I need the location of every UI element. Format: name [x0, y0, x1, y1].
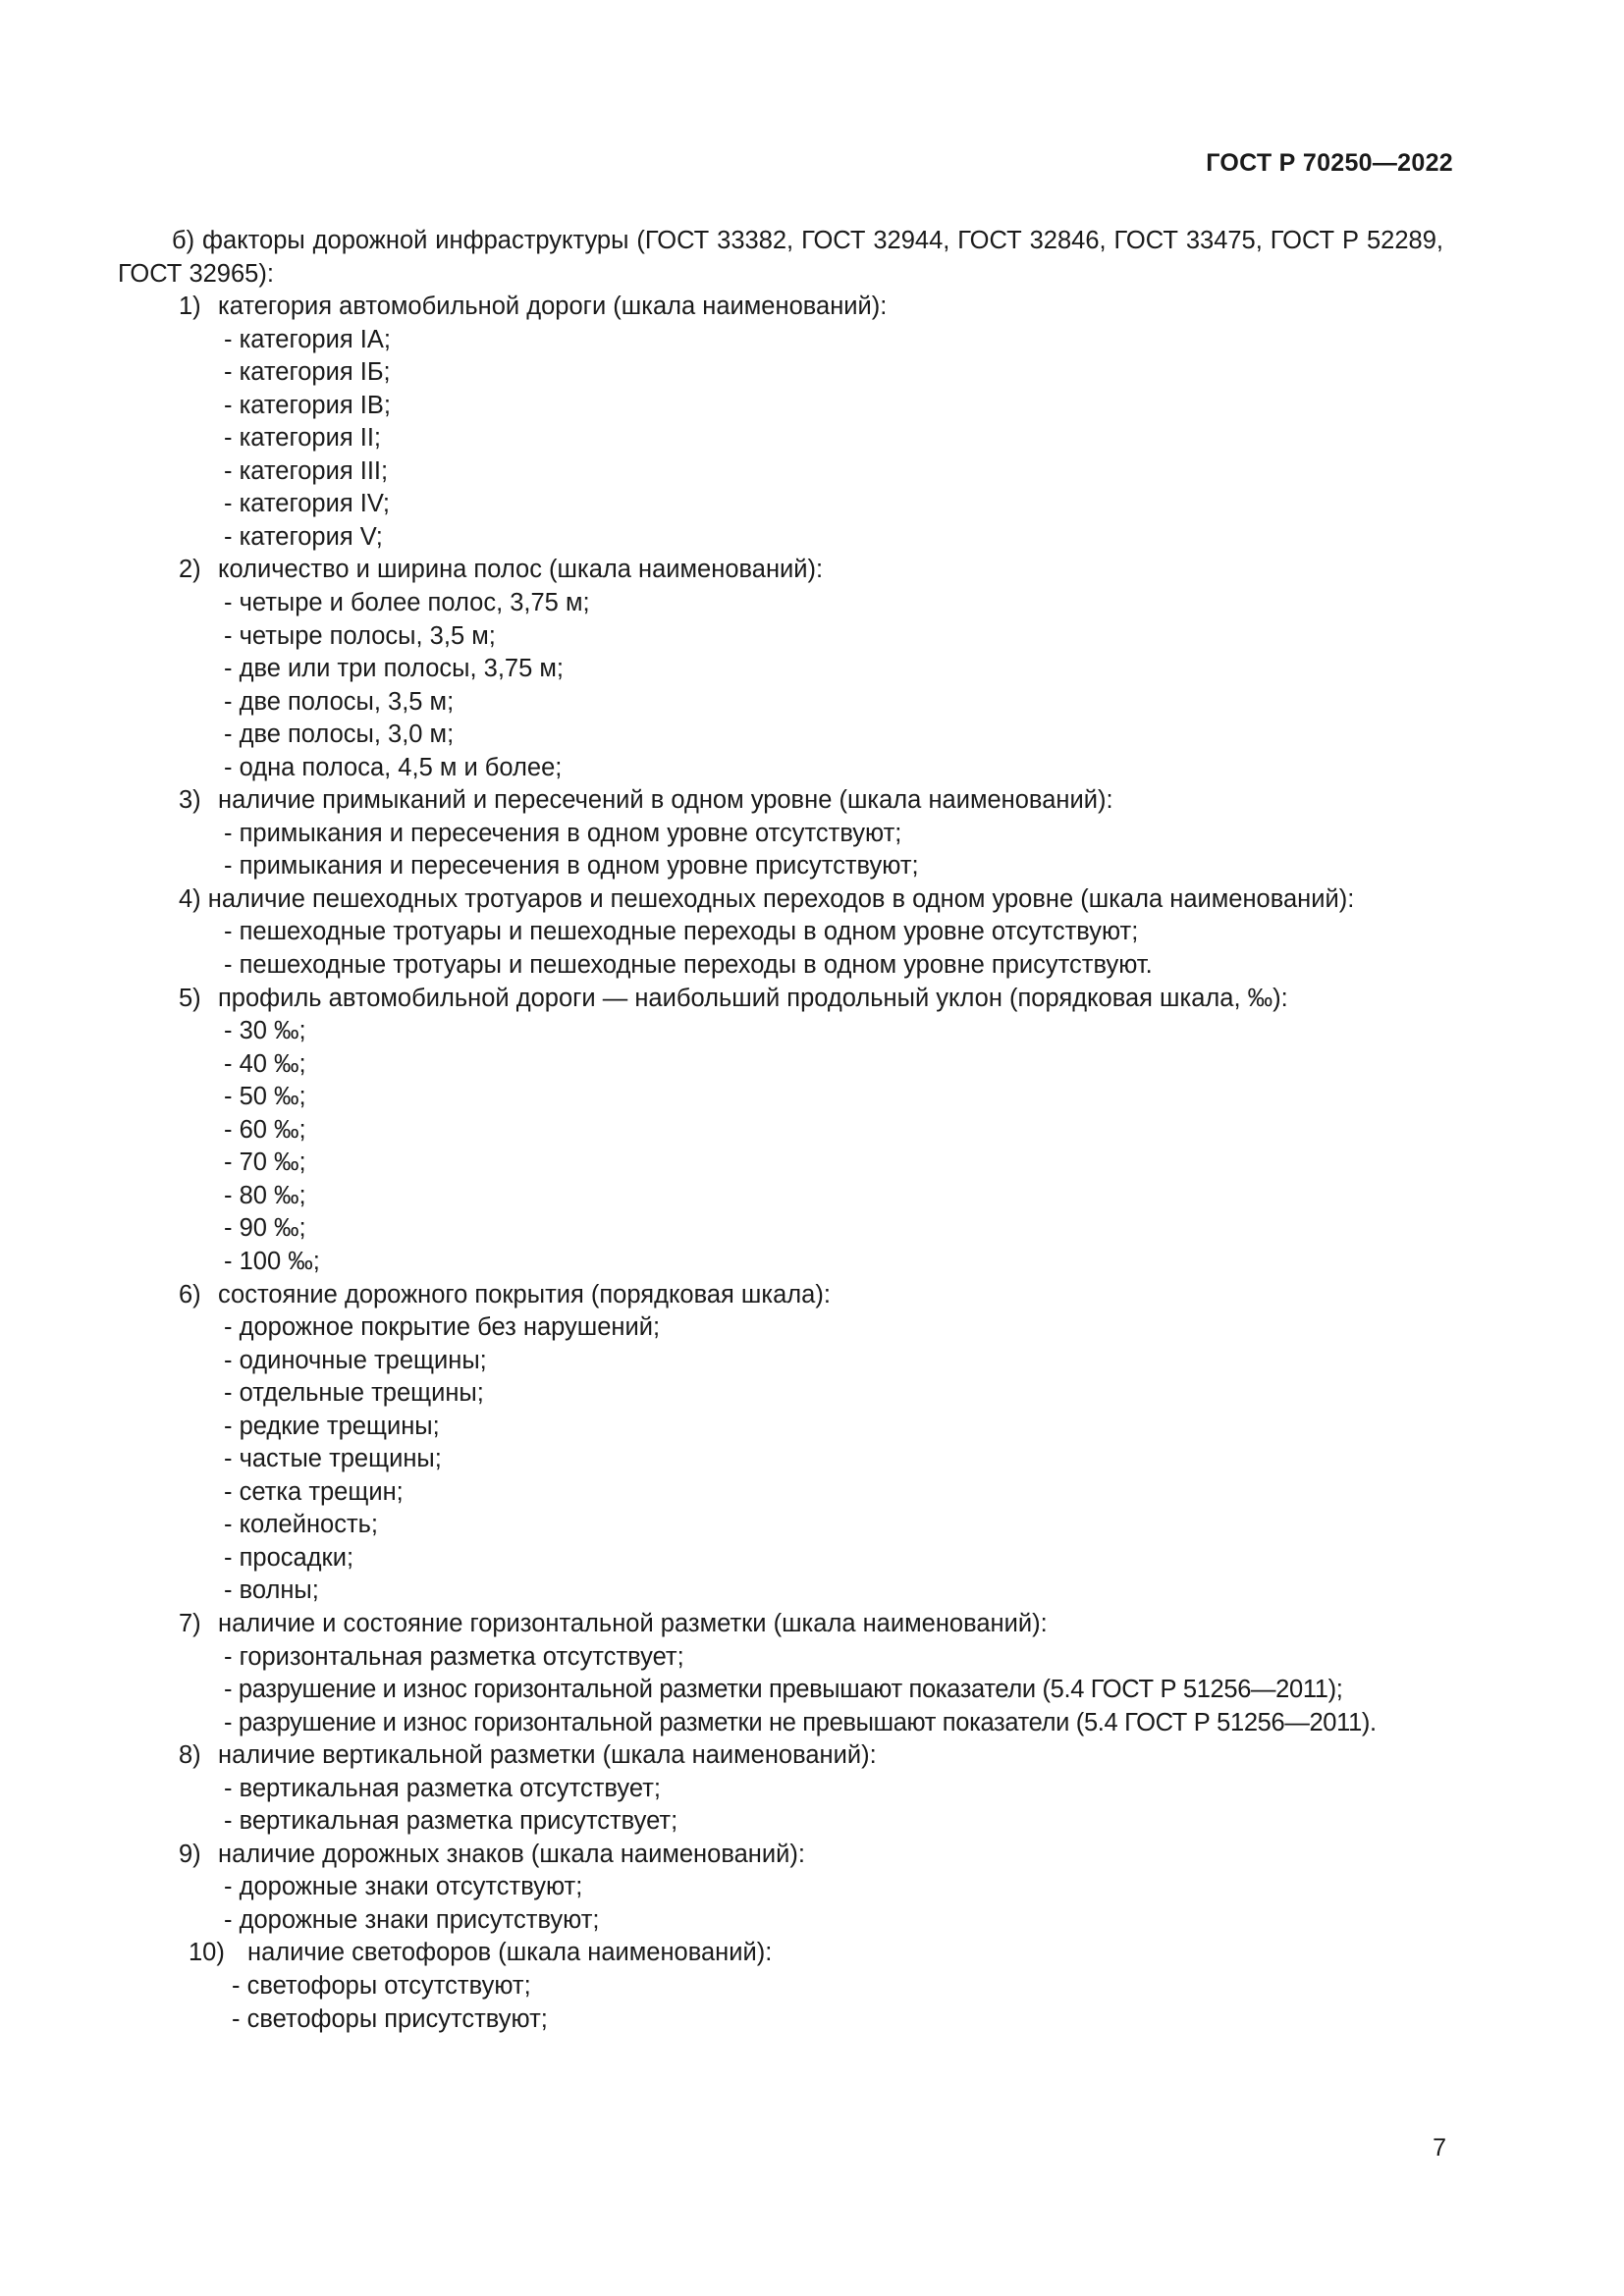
list-item-5 — [118, 983, 1443, 1016]
sub-item: - категория IА; — [224, 325, 391, 353]
sub-item: - светофоры отсутствуют; — [232, 1971, 531, 2000]
sub-item: - 40 ‰; — [224, 1049, 306, 1078]
sub-item: - четыре полосы, 3,5 м; — [224, 621, 496, 650]
list-item-4 — [118, 883, 1443, 917]
document-body — [118, 225, 1443, 2036]
sub-item: - категория III; — [224, 456, 389, 485]
sub-item: - просадки; — [224, 1543, 354, 1572]
document-code-header: ГОСТ Р 70250—2022 — [1206, 149, 1453, 177]
item-number: 5) — [179, 984, 201, 1012]
list-item-8 — [118, 1739, 1443, 1773]
item-number: 4) — [179, 884, 201, 913]
sub-item: - колейность; — [224, 1511, 379, 1539]
item-title: наличие и состояние горизонтальной разметки (шкала наименований): — [218, 1609, 1048, 1637]
sub-item: - четыре и более полос, 3,75 м; — [224, 589, 590, 617]
sub-item: - 30 ‰; — [224, 1017, 306, 1045]
sub-item: - светофоры присутствуют; — [232, 2004, 548, 2033]
sub-item: - одиночные трещины; — [224, 1346, 487, 1374]
sub-item: - категория IВ; — [224, 391, 391, 419]
sub-item: - примыкания и пересечения в одном уровне отсутствуют; — [224, 819, 902, 847]
sub-item: - дорожное покрытие без нарушений; — [224, 1313, 661, 1342]
list-item-9 — [118, 1839, 1443, 1872]
list-item-7 — [118, 1608, 1443, 1641]
sub-item: - дорожные знаки отсутствуют; — [224, 1873, 583, 1901]
item-number: 10) — [189, 1939, 225, 1967]
sub-item: - категория V; — [224, 522, 383, 551]
item-title: наличие светофоров (шкала наименований): — [247, 1939, 773, 1967]
item-title: профиль автомобильной дороги — наибольший продольный уклон (порядковая шкала, ‰): — [218, 984, 1288, 1012]
sub-item: - 60 ‰; — [224, 1115, 306, 1144]
sub-item: - горизонтальная разметка отсутствует; — [224, 1642, 684, 1671]
sub-item: - одна полоса, 4,5 м и более; — [224, 753, 563, 781]
item-title: наличие пешеходных тротуаров и пешеходных переходов в одном уровне (шкала наименований): — [207, 884, 1355, 913]
sub-item: - две полосы, 3,5 м; — [224, 687, 455, 716]
item-title: категория автомобильной дороги (шкала наименований): — [218, 293, 888, 321]
item-title: состояние дорожного покрытия (порядковая шкала): — [218, 1280, 831, 1308]
sub-item: - 80 ‰; — [224, 1181, 306, 1209]
item-title: наличие дорожных знаков (шкала наименований): — [218, 1840, 805, 1868]
sub-item: - редкие трещины; — [224, 1412, 440, 1440]
sub-item: - категория IV; — [224, 490, 390, 518]
list-item-2 — [118, 554, 1443, 587]
sub-item: - сетка трещин; — [224, 1477, 404, 1506]
sub-item: - 100 ‰; — [224, 1247, 320, 1275]
sub-item: - две или три полосы, 3,75 м; — [224, 655, 564, 683]
page-number: 7 — [1433, 2134, 1446, 2162]
intro-paragraph: б) факторы дорожной инфраструктуры (ГОСТ 33382, ГОСТ 32944, ГОСТ 32846, ГОСТ 33475, ГОСТ Р 52289, ГОСТ 32965): — [118, 227, 1443, 288]
sub-item: - разрушение и износ горизонтальной разметки не превышают показатели (5.4 ГОСТ Р 51256—2011). — [224, 1708, 1377, 1736]
sub-item: - вертикальная разметка отсутствует; — [224, 1774, 661, 1802]
sub-item: - дорожные знаки присутствуют; — [224, 1905, 600, 1934]
item-title: наличие вертикальной разметки (шкала наименований): — [218, 1741, 877, 1770]
item-number: 1) — [179, 293, 201, 321]
sub-item: - пешеходные тротуары и пешеходные переходы в одном уровне отсутствуют; — [224, 918, 1139, 946]
sub-item: - категория IБ; — [224, 358, 391, 387]
item-title: количество и ширина полос (шкала наименований): — [218, 556, 824, 584]
sub-item: - разрушение и износ горизонтальной разметки превышают показатели (5.4 ГОСТ Р 51256—2011); — [224, 1676, 1343, 1704]
item-number: 9) — [179, 1840, 201, 1868]
list-item-10 — [118, 1937, 1443, 1970]
item-number: 6) — [179, 1280, 201, 1308]
sub-item: - примыкания и пересечения в одном уровне присутствуют; — [224, 852, 919, 881]
sub-item: - волны; — [224, 1576, 319, 1605]
sub-item: - 90 ‰; — [224, 1214, 306, 1243]
sub-item: - отдельные трещины; — [224, 1379, 484, 1408]
sub-item: - две полосы, 3,0 м; — [224, 721, 455, 749]
item-number: 2) — [179, 556, 201, 584]
sub-item: - категория II; — [224, 424, 381, 453]
sub-item: - 50 ‰; — [224, 1083, 306, 1111]
sub-item: - пешеходные тротуары и пешеходные переходы в одном уровне присутствуют. — [224, 951, 1153, 980]
sub-item: - 70 ‰; — [224, 1148, 306, 1177]
item-number: 7) — [179, 1609, 201, 1637]
item-number: 8) — [179, 1741, 201, 1770]
list-item-1 — [118, 291, 1443, 324]
list-item-3 — [118, 784, 1443, 818]
list-item-6 — [118, 1279, 1443, 1312]
sub-item: - частые трещины; — [224, 1445, 442, 1473]
item-title: наличие примыканий и пересечений в одном уровне (шкала наименований): — [218, 786, 1113, 815]
sub-item: - вертикальная разметка присутствует; — [224, 1807, 678, 1836]
item-number: 3) — [179, 786, 201, 815]
